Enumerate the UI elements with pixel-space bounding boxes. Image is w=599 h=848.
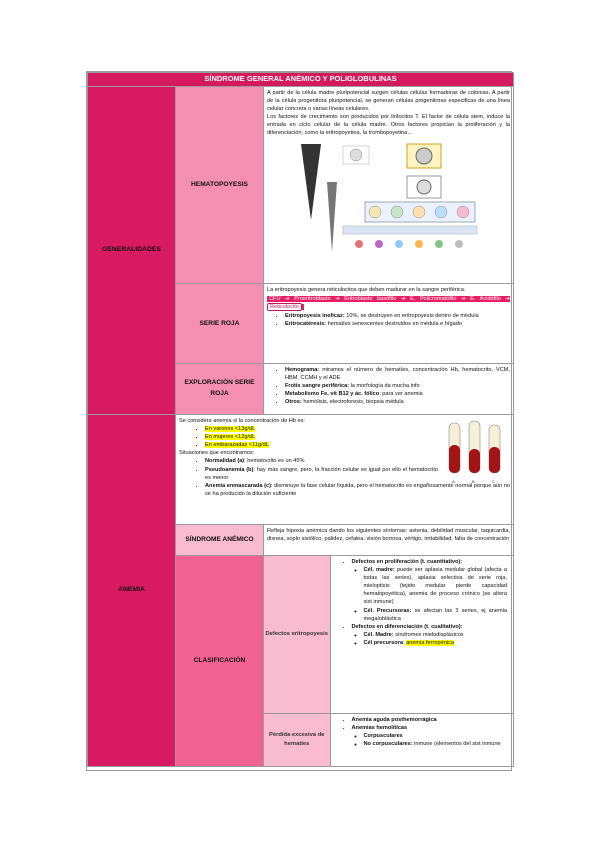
chain-step: Proeritroblasto xyxy=(294,295,331,302)
hematopoyesis-p2: Los factores de crecimiento son producidos por linfocitos T. El factor de célula stem, induce la entrada en ciclo celular de la célula madre. Otros factores propician la proliferación y la diferenciación, como la eritropoyetina, la trombopoyetina… xyxy=(267,114,511,137)
list-item: ▪ En varones <13g/dL xyxy=(205,425,510,433)
chain-step: E. Acidófilo xyxy=(470,295,501,302)
list-item: • Anemias hemolíticas ◦ Corpusculares ◦ No corpusculares: inmune (elementos del sist inmune xyxy=(352,724,508,748)
defectos-content xyxy=(330,556,513,713)
erythroid-chain: CFU ➔ Proeritroblasto ➔ Eritroblasto basófilo ➔ E. Policromatófilo ➔ E. Acidófilo ➔ Reticulocito xyxy=(269,295,511,311)
hematopoiesis-diagram xyxy=(267,142,510,254)
list-item: • Normalidad (a): hematocrito es un 45% xyxy=(205,457,438,465)
dif-sublist xyxy=(352,631,508,647)
list-item: • Hemograma: miramos el número de hematíes, concentración Hb, hematocrito, VCM, HBM, CCMH y el ADE xyxy=(285,366,510,382)
list-item: ◦ Corpusculares xyxy=(364,732,508,740)
serie-roja-label: SERIE ROJA xyxy=(176,283,264,363)
list-item: • Eritropoyesis ineficaz: 10%, se destruyen en eritropoyesis dentro de médula xyxy=(285,312,510,320)
list-item: • Frotis sangre periférica: la morfología da mucha info xyxy=(285,382,510,390)
situaciones-label: Situaciones que encontramos: xyxy=(179,450,255,457)
anemia-intro: Se considera anemia si la concentración de Hb es: xyxy=(179,417,305,424)
prolif-sublist xyxy=(352,566,508,623)
perdida-content xyxy=(330,714,513,766)
list-item: • Pseudoanemia (b): hay más sangre, pero, la fracción celular es igual por ello el hematocrito es menor xyxy=(205,466,438,482)
list-item: ▪ En embarazadas <11g/dL xyxy=(205,441,510,449)
perdida-list xyxy=(334,716,508,748)
perdida-label: Pérdida excesiva de hematíes xyxy=(264,714,330,766)
perdida-row xyxy=(264,713,514,766)
list-item: • Defectos en proliferación (t. cuantitativo): ◦ Cél. madre: puede ser aplasia medular global (afecta a todas las series), aplasia selectiva de serie roja, mieloptisis (tejido medular pierde capacidad hematopoyética), anemia de proceso crónico (se altera sist inmune) ◦ Cél. Precursoras: se afectan las 3 series, ej anemia megaloblástica xyxy=(352,558,508,623)
defectos-eritropoyesis-label: Defectos eritropoyesis xyxy=(264,556,330,713)
hematocrit-tubes-figure xyxy=(441,419,509,489)
serie-roja-list xyxy=(267,312,510,328)
list-item: ◦ Cél. Madre: síndromes mielodisplásicos xyxy=(364,631,508,639)
serie-roja-intro: La eritropoyesis genera reticulocitos que deben madurar en la sangre periférica. xyxy=(267,286,466,293)
defectos-list xyxy=(334,558,508,647)
document-title: SÍNDROME GENERAL ANÉMICO Y POLIGLOBULINAS xyxy=(88,73,514,87)
list-item: • Defectos en diferenciación (t. cualitativo): ◦ Cél. Madre: síndromes mielodisplásicos ◦ Cél precursora: anemia ferropénica xyxy=(352,623,508,647)
chain-step: E. Policromatófilo xyxy=(410,295,457,302)
hematopoyesis-label: HEMATOPOYESIS xyxy=(176,86,264,283)
list-item: • Eritrocatéresis: hematíes senescentes destruidos en médula e hígado xyxy=(285,320,510,328)
list-item: • Metabolismo Fe, vit B12 y ác. fólico: para ver anemia xyxy=(285,390,510,398)
chain-step: CFU xyxy=(269,295,281,302)
list-item: • Otros: hemólisis, electroforesis, biopsia médula xyxy=(285,398,510,406)
sindrome-anemico-label: SÍNDROME ANÉMICO xyxy=(176,524,264,555)
list-item: • Anemia enmascarada (c): disminuye la fase celular líquida, pero el hematocrito es engañosamente normal porque aún no se ha producido la dilución suficiente xyxy=(205,482,510,498)
exploracion-content xyxy=(264,363,514,414)
sindrome-anemico-text: Refleja hipoxia anémica dando los siguientes síntomas: astenia, debilidad muscular, taquicardia, disnea, soplo sistólico, palidez, cefalea, visión borrosa, vértigo, irritabilidad, falta de concentración xyxy=(264,524,514,555)
list-item: ◦ No corpusculares: inmune (elementos del sist inmune xyxy=(364,740,508,748)
exploracion-list xyxy=(267,366,510,407)
chain-step: Eritroblasto basófilo xyxy=(344,295,397,302)
tube-label: A xyxy=(452,478,455,484)
hemoliticas-sublist xyxy=(352,732,508,748)
section-generalidades: GENERALIDADES xyxy=(88,86,176,414)
hematopoyesis-p1: A partir de la célula madre pluripotencial surgen células células formadoras de colonias. A partir de la célula progenitora pluripotencial, se generan células progenitoras especificas de una línea celular concreta o varias líneas celulares. xyxy=(267,89,511,113)
summary-table xyxy=(87,72,514,767)
defectos-row xyxy=(264,555,514,713)
section-anemia: ANEMIA xyxy=(88,414,176,766)
list-item: ◦ Cél. Precursoras: se afectan las 3 series, ej anemia megaloblástica xyxy=(364,607,508,623)
hematopoyesis-content xyxy=(264,86,514,283)
tube-label: C xyxy=(492,478,495,484)
list-item: ▪ En mujeres <12g/dL xyxy=(205,433,510,441)
clasificacion-label: CLASIFICACIÓN xyxy=(176,555,264,766)
tube-label: B xyxy=(472,478,475,484)
anemia-intro-content xyxy=(176,414,514,524)
exploracion-label: EXPLORACIÓN SERIE ROJA xyxy=(176,363,264,414)
chain-step: Reticulocito xyxy=(267,303,302,311)
document-page xyxy=(86,71,512,771)
list-item: ◦ Cél. madre: puede ser aplasia medular global (afecta a todas las series), aplasia selectiva de serie roja, mieloptisis (tejido medular pierde capacidad hematopoyética), anemia de proceso crónico (se altera sist inmune) xyxy=(364,566,508,607)
list-item: ◦ Cél precursora: anemia ferropénica xyxy=(364,639,508,647)
list-item: • Anemia aguda posthemorrágica xyxy=(352,716,508,724)
serie-roja-content xyxy=(264,283,514,363)
